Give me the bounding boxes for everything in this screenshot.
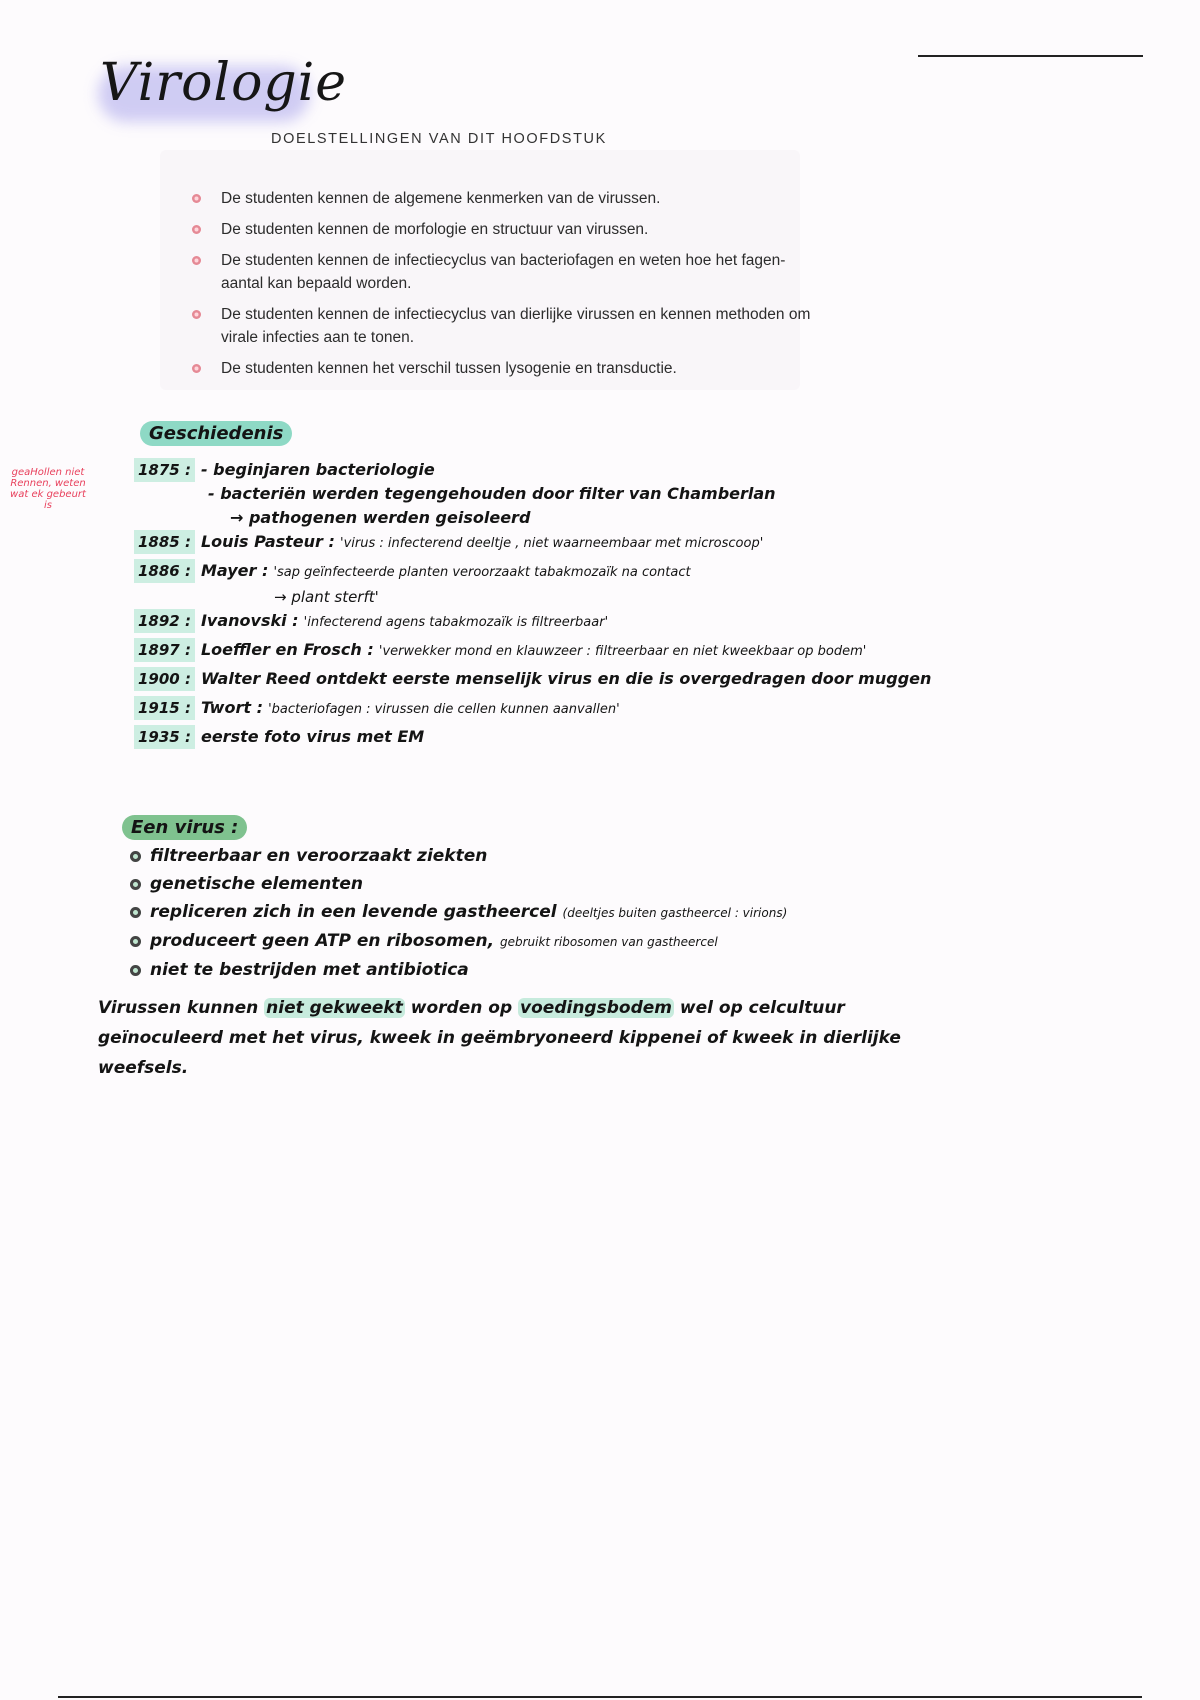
bullet-icon [192,256,201,265]
property-item [130,870,950,898]
timeline-item [134,530,1134,559]
objective-text: De studenten kennen het verschil tussen lysogenie en transductie. [221,360,677,377]
timeline-event: - beginjaren bacteriologie [200,460,435,479]
objective-text: De studenten kennen de algemene kenmerken van de virussen. [221,190,661,207]
property-text: filtreerbaar en veroorzaakt ziekten [150,846,488,866]
bullet-icon [130,879,141,890]
history-heading: Geschiedenis [140,421,292,446]
property-item [130,927,950,956]
property-item [130,956,950,984]
timeline-quote: 'virus : infecterend deeltje , niet waarneembaar met microscoop' [340,536,764,551]
bullet-icon [130,936,141,947]
timeline-quote: 'sap geïnfecteerde planten veroorzaakt tabakmozaïk na contact [273,565,691,580]
timeline-item [134,638,1134,667]
bullet-icon [130,851,141,862]
paragraph-text: wel op celcultuur geïnoculeerd met het virus, kweek in geëmbryoneerd kippenei of kweek in dierlijke weefsels. [98,998,901,1078]
objective-text: De studenten kennen de infectiecyclus van dierlijke virussen en kennen methoden om virale infecties aan te tonen. [221,306,811,346]
timeline-event-detail: - bacteriën werden tegengehouden door filter van Chamberlan [208,484,776,503]
timeline-name: eerste foto virus met EM [200,727,425,746]
bullet-icon [130,965,141,976]
bullet-icon [192,194,201,203]
history-timeline [134,458,1134,754]
timeline-event-detail: → plant sterft' [274,588,379,606]
timeline-quote: 'bacteriofagen : virussen die cellen kunnen aanvallen' [268,702,620,717]
highlighted-text: niet gekweekt [266,998,403,1018]
bullet-icon [130,907,141,918]
timeline-year: 1915 : [134,696,195,720]
paragraph-text: worden op [410,998,513,1018]
timeline-year: 1892 : [134,609,195,633]
timeline-year: 1935 : [134,725,195,749]
highlighted-text: voedingsbodem [520,998,672,1018]
objective-item [190,303,820,349]
timeline-item [134,725,1134,754]
bullet-icon [192,310,201,319]
objective-text: De studenten kennen de morfologie en structuur van virussen. [221,221,649,238]
objective-item [190,187,820,210]
margin-note: geaHollen niet Rennen, weten wat ek gebeurt is [10,467,86,511]
timeline-year: 1875 : [134,458,195,482]
header-rule [918,55,1143,57]
timeline-name: Loeffler en Frosch : [200,640,374,659]
timeline-item [134,609,1134,638]
timeline-name: Twort : [200,698,263,717]
title-block [100,52,347,114]
virus-heading: Een virus : [122,815,247,840]
timeline-name: Mayer : [200,561,269,580]
timeline-year: 1900 : [134,667,195,691]
timeline-item [134,667,1134,696]
property-note: (deeltjes buiten gastheercel : virions) [562,906,788,920]
paragraph-text: Virussen kunnen [98,998,259,1018]
timeline-event-detail: → pathogenen werden geisoleerd [230,508,531,527]
objectives-list [190,187,820,388]
timeline-name: Louis Pasteur : [200,532,335,551]
timeline-item [134,559,1134,609]
timeline-year: 1897 : [134,638,195,662]
timeline-name: Ivanovski : [200,611,299,630]
timeline-name: Walter Reed ontdekt eerste menselijk virus en die is overgedragen door muggen [200,669,932,688]
property-item [130,842,950,870]
property-text: produceert geen ATP en ribosomen, [150,931,495,951]
property-text: genetische elementen [150,874,364,894]
cultivation-paragraph [98,993,958,1083]
bullet-icon [192,225,201,234]
objective-item [190,357,820,380]
page-title: Virologie [100,53,348,113]
timeline-item [134,458,1134,530]
timeline-quote: 'verwekker mond en klauwzeer : filtreerbaar en niet kweekbaar op bodem' [378,644,867,659]
property-text: repliceren zich in een levende gastheercel [150,902,557,922]
timeline-year: 1885 : [134,530,195,554]
property-note: gebruikt ribosomen van gastheercel [499,935,718,949]
property-item [130,898,950,927]
footer-rule [58,1696,1142,1698]
objective-item [190,249,820,295]
bullet-icon [192,364,201,373]
objective-item [190,218,820,241]
property-text: niet te bestrijden met antibiotica [150,960,469,980]
virus-properties-list [130,842,950,984]
page-subtitle: DOELSTELLINGEN VAN DIT HOOFDSTUK [271,131,607,147]
timeline-year: 1886 : [134,559,195,583]
objective-text: De studenten kennen de infectiecyclus van bacteriofagen en weten hoe het fagen-aantal kan bepaald worden. [221,252,786,292]
timeline-item [134,696,1134,725]
timeline-quote: 'infecterend agens tabakmozaïk is filtreerbaar' [303,615,609,630]
